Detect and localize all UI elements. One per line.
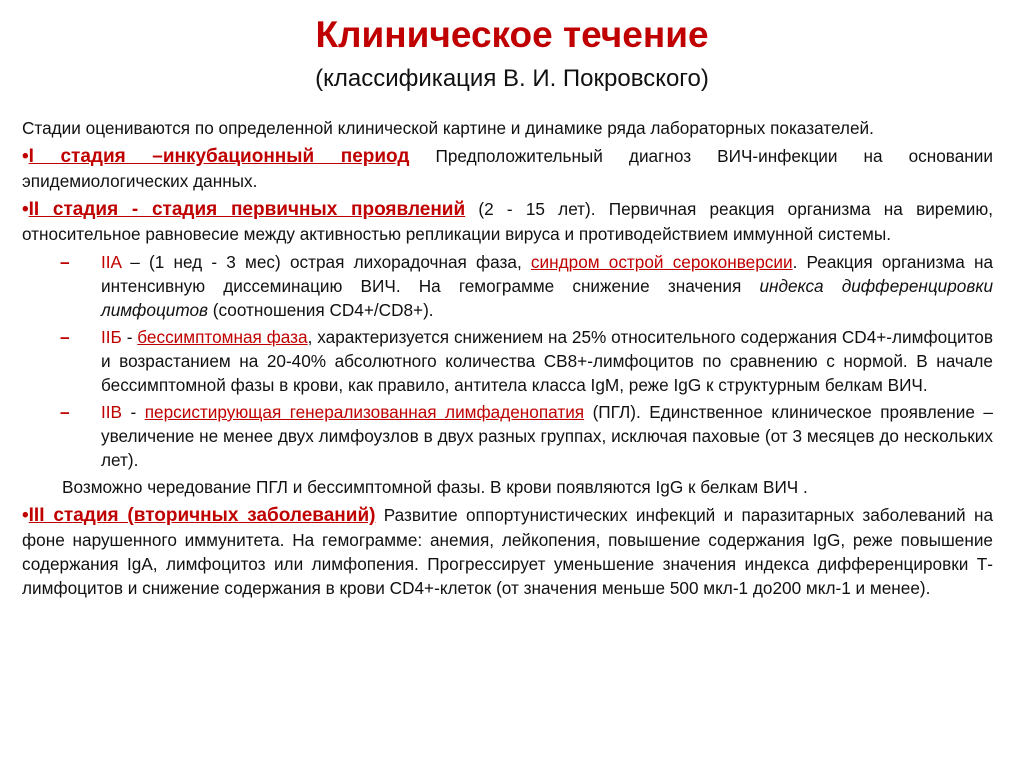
asymptomatic-phase-link[interactable]: бессимптомная фаза — [137, 327, 308, 347]
dash-icon: – — [60, 327, 70, 347]
stage-2-text: (2 - 15 лет). Первичная реакция организма на виремию, относительное равновесие между активностью репликации вируса и противодействием иммунной системы. — [22, 199, 994, 244]
substage-2b — [22, 325, 993, 397]
bullet-icon: • — [22, 146, 29, 167]
substage-2a-pre: – (1 нед - 3 мес) острая лихорадочная фаза, — [121, 252, 531, 272]
content-body — [22, 116, 993, 604]
substage-2b-pre: - — [121, 327, 138, 347]
stage-3-heading: III стадия (вторичных заболеваний) — [28, 505, 376, 526]
substage-2a — [22, 250, 993, 322]
substage-2a-post: (соотношения CD4+/CD8+). — [208, 300, 434, 320]
dash-icon: – — [60, 252, 70, 272]
substage-2b-text — [101, 325, 993, 397]
bullet-icon: • — [22, 199, 29, 220]
substage-2c-label: IIB — [101, 402, 123, 422]
intro-paragraph: Стадии оцениваются по определенной клинической картине и динамике ряда лабораторных показателей. — [22, 118, 874, 138]
stage-3 — [22, 503, 993, 600]
note-paragraph: Возможно чередование ПГЛ и бессимптомной фазы. В крови появляются IgG к белкам ВИЧ . — [62, 477, 808, 497]
lymphadenopathy-link[interactable]: персистирующая генерализованная лимфаденопатия — [144, 402, 585, 422]
substage-2a-mid: . Реакция организма на интенсивную диссеминацию ВИЧ. На гемограмме снижение значения — [101, 252, 994, 296]
dash-icon: – — [60, 402, 70, 422]
substage-2c-text — [101, 400, 993, 472]
page-title: Клиническое течение — [315, 14, 709, 55]
stage-1-text: Предположительный диагноз ВИЧ-инфекции на основании эпидемиологических данных. — [22, 146, 993, 191]
substage-2c-post: (ПГЛ). Единственное клиническое проявление – увеличение не менее двух лимфоузлов в двух разных группах, исключая паховые (от 3 месяцев до нескольких лет). — [101, 402, 993, 470]
stage-3-text: Развитие оппортунистических инфекций и паразитарных заболеваний на фоне нарушенного иммунитета. На гемограмме: анемия, лейкопения, повышение содержания IgG, реже повышение содержания IgA, лимфоцитоз или лимфопения. Прогрессирует уменьшение значения индекса дифференцировки Т-лимфоцитов и снижение содержания в крови CD4+-клеток (от значения меньше 500 мкл-1 до200 мкл-1 и менее). — [22, 505, 993, 598]
bullet-icon: • — [22, 505, 29, 526]
seroconversion-link[interactable]: синдром острой сероконверсии — [530, 252, 793, 272]
stage-2-heading: II стадия - стадия первичных проявлений — [28, 199, 466, 220]
substage-2a-italic: индекса дифференцировки лимфоцитов — [101, 276, 993, 320]
stage-2 — [22, 197, 993, 246]
substage-2c — [22, 400, 993, 472]
substage-2b-post: , характеризуется снижением на 25% относительного содержания CD4+-лимфоцитов и возрастанием на 20-40% абсолютного количества CB8+-лимфоцитов по сравнению с нормой. В начале бессимптомной фазы в крови, как правило, антитела класса IgM, реже IgG к структурным белкам ВИЧ. — [101, 327, 993, 395]
stage-1-heading: I стадия –инкубационный период — [28, 146, 410, 167]
substage-2b-label: IIБ — [101, 327, 122, 347]
substage-2c-pre: - — [122, 402, 145, 422]
stage-1 — [22, 144, 993, 193]
page-subtitle: (классификация В. И. Покровского) — [315, 65, 709, 92]
substage-2a-label: IIA — [101, 252, 122, 272]
substage-2a-text — [101, 250, 993, 322]
